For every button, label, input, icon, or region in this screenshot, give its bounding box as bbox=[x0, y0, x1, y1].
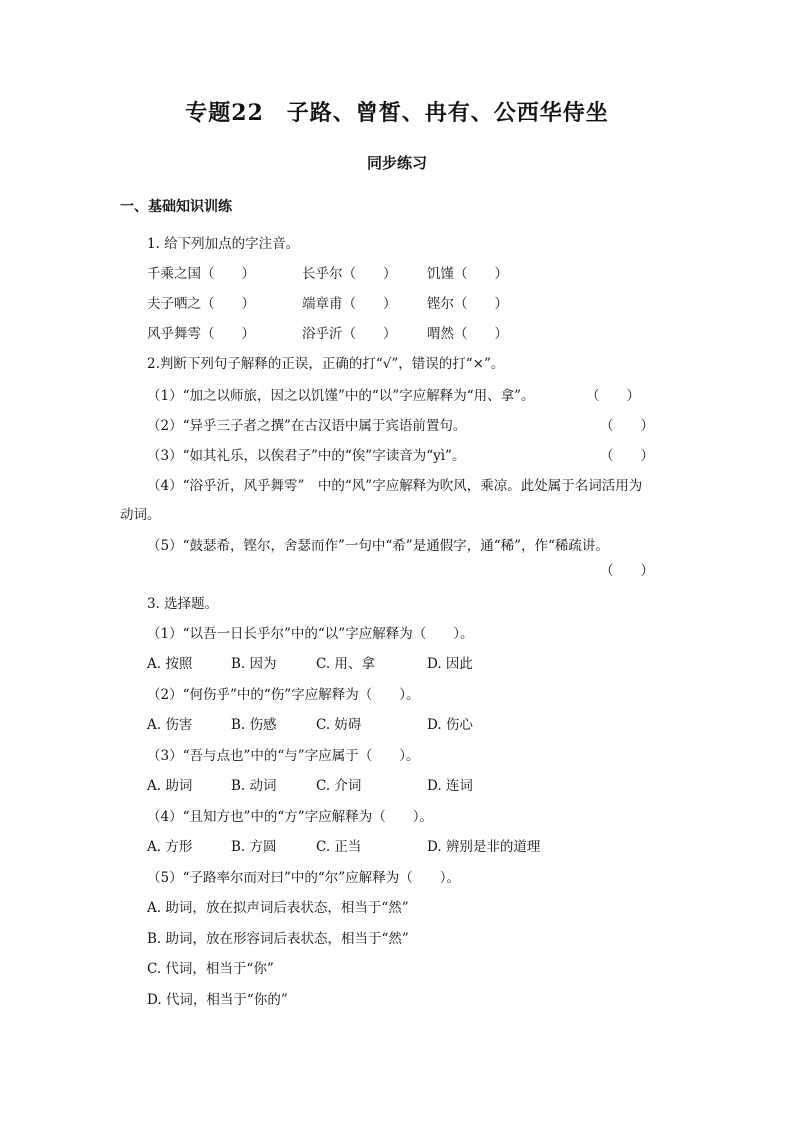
q3-option: B. 因为 bbox=[231, 656, 277, 672]
q3-option: A. 助词，放在拟声词后表状态，相当于“然” bbox=[147, 900, 409, 916]
q3-option: A. 方形 bbox=[147, 839, 193, 855]
q2-item: （3）“如其礼乐，以俟君子”中的“俟”字读音为“yì”。 bbox=[147, 448, 466, 464]
q3-option: C. 正当 bbox=[316, 839, 362, 855]
q3-option: D. 连词 bbox=[427, 778, 473, 794]
q1-item: 风乎舞雩（ ） bbox=[147, 326, 255, 342]
q2-item: （2）“异乎三子者之撰”在古汉语中属于宾语前置句。 bbox=[147, 418, 467, 434]
answer-blank: （ ） bbox=[600, 448, 654, 464]
q3-option: A. 伤害 bbox=[147, 717, 193, 733]
q2-item-continued: 动词。 bbox=[120, 507, 161, 523]
q3-option: A. 按照 bbox=[147, 656, 193, 672]
q1-item: 浴乎沂（ ） bbox=[302, 326, 397, 342]
answer-blank: （ ） bbox=[586, 388, 640, 404]
q3-option: A. 助词 bbox=[147, 778, 193, 794]
q1-item: 喟然（ ） bbox=[427, 326, 508, 342]
q3-option: B. 伤感 bbox=[231, 717, 277, 733]
q2-prompt: 2.判断下列句子解释的正误，正确的打“√”，错误的打“×”。 bbox=[147, 356, 505, 372]
q3-option: B. 动词 bbox=[231, 778, 277, 794]
q2-item: （1）“加之以师旅，因之以饥馑”中的“以”字应解释为“用、拿”。 bbox=[147, 388, 535, 404]
q1-prompt: 1. 给下列加点的字注音。 bbox=[147, 236, 300, 252]
answer-blank: （ ） bbox=[600, 563, 654, 579]
section-heading: 一、基础知识训练 bbox=[120, 199, 232, 215]
q3-stem: （5）“子路率尔而对曰”中的“尔”应解释为（ ）。 bbox=[147, 870, 460, 886]
q3-stem: （1）“以吾一日长乎尔”中的“以”字应解释为（ ）。 bbox=[147, 626, 474, 642]
q1-item: 夫子哂之（ ） bbox=[147, 296, 255, 312]
q1-item: 端章甫（ ） bbox=[302, 296, 397, 312]
q3-prompt: 3. 选择题。 bbox=[147, 596, 219, 612]
q1-item: 铿尔（ ） bbox=[427, 296, 508, 312]
q3-option: C. 介词 bbox=[316, 778, 362, 794]
q3-option: D. 辨别是非的道理 bbox=[427, 839, 541, 855]
q1-item: 千乘之国（ ） bbox=[147, 266, 255, 282]
q3-option: B. 助词，放在形容词后表状态，相当于“然” bbox=[147, 931, 409, 947]
q3-option: C. 用、拿 bbox=[316, 656, 375, 672]
q3-option: D. 代词，相当于“你的” bbox=[147, 992, 288, 1008]
q3-option: D. 因此 bbox=[427, 656, 473, 672]
q2-item: （4）“浴乎沂，风乎舞雩” 中的“风”字应解释为吹风，乘凉。此处属于名词活用为 bbox=[147, 478, 643, 494]
q3-stem: （3）“吾与点也”中的“与”字应属于（ ）。 bbox=[147, 748, 420, 764]
page-title: 专题22 子路、曾皙、冉有、公西华侍坐 bbox=[185, 100, 609, 126]
page-subtitle: 同步练习 bbox=[366, 154, 427, 172]
q3-option: C. 妨碍 bbox=[316, 717, 362, 733]
q3-option: C. 代词，相当于“你” bbox=[147, 961, 274, 977]
q1-item: 长乎尔（ ） bbox=[302, 266, 397, 282]
answer-blank: （ ） bbox=[600, 418, 654, 434]
q3-stem: （2）“何伤乎”中的“伤”字应解释为（ ）。 bbox=[147, 687, 420, 703]
q3-option: D. 伤心 bbox=[427, 717, 473, 733]
q1-item: 饥馑（ ） bbox=[427, 266, 508, 282]
q3-option: B. 方圆 bbox=[231, 839, 277, 855]
q3-stem: （4）“且知方也”中的“方”字应解释为（ ）。 bbox=[147, 809, 433, 825]
q2-item: （5）“鼓瑟希，铿尔，舍瑟而作”一句中“希”是通假字，通“稀”，作“稀疏讲。 bbox=[147, 538, 609, 554]
